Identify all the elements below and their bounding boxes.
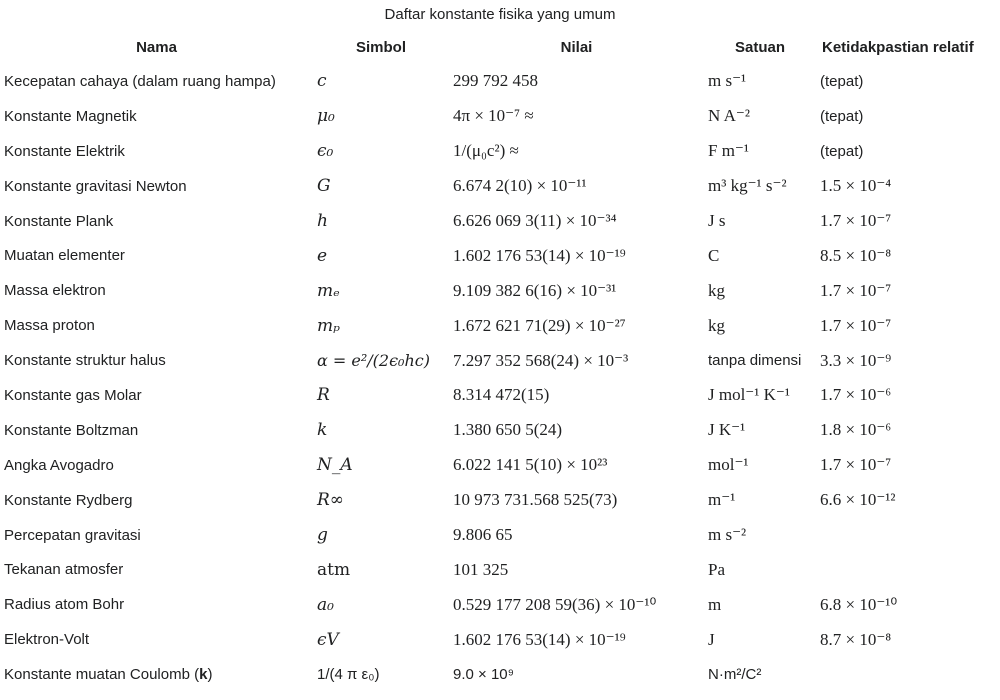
constant-symbol: ϵ₀ xyxy=(317,141,334,162)
constant-name: Konstante struktur halus xyxy=(4,352,166,370)
constant-uncertainty: 1.8 × 10⁻⁶ xyxy=(820,420,892,440)
table-row xyxy=(0,552,1000,587)
table-row xyxy=(0,273,1000,308)
constant-value: 7.297 352 568(24) × 10⁻³ xyxy=(453,350,629,370)
constant-unit: kg xyxy=(708,315,725,335)
table-row xyxy=(0,448,1000,483)
constant-unit: J s xyxy=(708,211,726,230)
constant-uncertainty xyxy=(816,518,1000,553)
header-row xyxy=(0,30,1000,64)
constant-symbol: e xyxy=(317,245,328,266)
constant-value: 6.674 2(10) × 10⁻¹¹ xyxy=(453,176,587,196)
constant-unit: J mol⁻¹ K⁻¹ xyxy=(708,385,790,405)
constant-uncertainty: 1.5 × 10⁻⁴ xyxy=(820,176,892,196)
constant-symbol: g xyxy=(317,525,328,546)
constant-unit: mol⁻¹ xyxy=(708,455,749,475)
constant-value: 1.602 176 53(14) × 10⁻¹⁹ xyxy=(453,629,626,649)
constant-name: Konstante Elektrik xyxy=(4,142,125,160)
constant-name: Konstante Magnetik xyxy=(4,107,137,125)
table-row xyxy=(0,134,1000,169)
constant-uncertainty: 1.7 × 10⁻⁷ xyxy=(820,455,892,475)
constant-uncertainty: 8.7 × 10⁻⁸ xyxy=(820,629,892,649)
constant-unit: m xyxy=(708,594,722,614)
table-row xyxy=(0,343,1000,378)
constant-symbol: R∞ xyxy=(317,490,344,511)
constant-name: Muatan elementer xyxy=(4,247,125,265)
constant-unit: tanpa dimensi xyxy=(708,352,802,370)
constant-value: 6.022 141 5(10) × 10²³ xyxy=(453,455,608,475)
constant-value: 101 325 xyxy=(453,559,509,579)
constant-value: 4π × 10⁻⁷ ≈ xyxy=(453,106,534,126)
constant-name xyxy=(0,657,313,692)
table-row xyxy=(0,308,1000,343)
constant-value: 9.806 65 xyxy=(453,525,513,545)
constant-uncertainty: 6.6 × 10⁻¹² xyxy=(820,490,896,510)
constant-unit: N·m²/C² xyxy=(708,666,762,684)
constant-unit: m s⁻¹ xyxy=(708,71,747,91)
constant-symbol: h xyxy=(317,211,328,231)
constant-name: Konstante gas Molar xyxy=(4,386,142,404)
constant-unit: J xyxy=(708,629,715,649)
table-row xyxy=(0,622,1000,657)
constant-unit: kg xyxy=(708,280,725,300)
constant-unit: C xyxy=(708,245,720,265)
constant-uncertainty: 1.7 × 10⁻⁷ xyxy=(820,280,892,300)
header-unit: Satuan xyxy=(734,38,785,56)
table-row xyxy=(0,378,1000,413)
table-row xyxy=(0,238,1000,273)
table-row xyxy=(0,169,1000,204)
constant-name: Massa elektron xyxy=(4,282,106,300)
table-caption: Daftar konstante fisika yang umum xyxy=(384,6,616,23)
constant-name: Percepatan gravitasi xyxy=(4,526,141,544)
header-uncertainty: Ketidakpastian relatif xyxy=(822,38,974,56)
constant-value: 299 792 458 xyxy=(453,71,538,91)
constant-symbol: α = e²/(2ϵ₀hc) xyxy=(317,351,430,371)
table-row xyxy=(0,483,1000,518)
constant-symbol: a₀ xyxy=(317,594,334,615)
constant-name: Angka Avogadro xyxy=(4,456,114,474)
header-value: Nilai xyxy=(560,38,593,56)
constant-symbol: mₚ xyxy=(317,315,340,336)
constant-symbol: G xyxy=(317,176,331,197)
constant-value: 1.602 176 53(14) × 10⁻¹⁹ xyxy=(453,245,626,265)
constant-value: 9.0 × 10⁹ xyxy=(453,666,515,684)
table-row xyxy=(0,99,1000,134)
constant-name: Elektron-Volt xyxy=(4,631,90,649)
constant-uncertainty xyxy=(816,657,1000,692)
constant-symbol: N_A xyxy=(317,455,353,476)
constant-uncertainty: (tepat) xyxy=(820,142,864,160)
constant-name: Kecepatan cahaya (dalam ruang hampa) xyxy=(4,72,276,90)
constant-name: Massa proton xyxy=(4,317,95,335)
table-row xyxy=(0,413,1000,448)
constant-uncertainty: 1.7 × 10⁻⁷ xyxy=(820,211,892,230)
constant-uncertainty: 3.3 × 10⁻⁹ xyxy=(820,350,892,370)
constant-unit: N A⁻² xyxy=(708,106,750,126)
table-row xyxy=(0,204,1000,239)
constant-name-bold: k xyxy=(199,666,208,684)
constant-unit: m⁻¹ xyxy=(708,490,736,510)
constant-uncertainty: 6.8 × 10⁻¹⁰ xyxy=(820,594,898,614)
constant-uncertainty: 1.7 × 10⁻⁷ xyxy=(820,315,892,335)
constant-symbol: k xyxy=(317,420,328,441)
constant-name: Radius atom Bohr xyxy=(4,596,125,614)
constant-unit: Pa xyxy=(708,559,725,579)
constant-name: Konstante gravitasi Newton xyxy=(4,177,187,195)
header-symbol: Simbol xyxy=(355,38,406,56)
constant-name: Konstante Plank xyxy=(4,212,114,230)
table-row xyxy=(0,518,1000,553)
constant-value: 0.529 177 208 59(36) × 10⁻¹⁰ xyxy=(453,594,657,614)
constant-symbol: μ₀ xyxy=(317,106,335,127)
constant-symbol: atm xyxy=(317,559,351,580)
constant-uncertainty xyxy=(816,552,1000,587)
constant-symbol: c xyxy=(317,71,327,92)
constant-symbol: mₑ xyxy=(317,280,340,301)
constant-value: 10 973 731.568 525(73) xyxy=(453,490,618,510)
constant-uncertainty: (tepat) xyxy=(820,72,864,90)
constant-symbol: ϵV xyxy=(317,629,339,650)
constant-symbol: R xyxy=(317,385,330,406)
constant-name: Konstante Boltzman xyxy=(4,421,139,439)
constant-value: 1/(μ₀c²) ≈ xyxy=(453,141,519,161)
physical-constants-table xyxy=(0,30,1000,692)
constant-name-suffix: ) xyxy=(207,666,213,684)
table-row xyxy=(0,587,1000,622)
constant-name: Konstante Rydberg xyxy=(4,491,133,509)
constant-value: 9.109 382 6(16) × 10⁻³¹ xyxy=(453,280,617,300)
constant-unit: m s⁻² xyxy=(708,525,747,545)
constant-value: 8.314 472(15) xyxy=(453,385,550,405)
table-row xyxy=(0,64,1000,99)
constant-unit: F m⁻¹ xyxy=(708,141,749,161)
table-row xyxy=(0,657,1000,692)
constant-symbol: 1/(4 π ε₀) xyxy=(317,666,380,684)
header-name: Nama xyxy=(136,38,177,56)
constant-unit: m³ kg⁻¹ s⁻² xyxy=(708,176,787,196)
constant-value: 6.626 069 3(11) × 10⁻³⁴ xyxy=(453,211,617,230)
constant-value: 1.672 621 71(29) × 10⁻²⁷ xyxy=(453,315,626,335)
constant-uncertainty: (tepat) xyxy=(820,107,864,125)
constant-value: 1.380 650 5(24) xyxy=(453,420,563,440)
constant-name-prefix: Konstante muatan Coulomb ( xyxy=(4,666,200,684)
constant-uncertainty: 8.5 × 10⁻⁸ xyxy=(820,245,892,265)
constant-name: Tekanan atmosfer xyxy=(4,561,124,579)
constant-unit: J K⁻¹ xyxy=(708,420,746,440)
constant-uncertainty: 1.7 × 10⁻⁶ xyxy=(820,385,892,405)
